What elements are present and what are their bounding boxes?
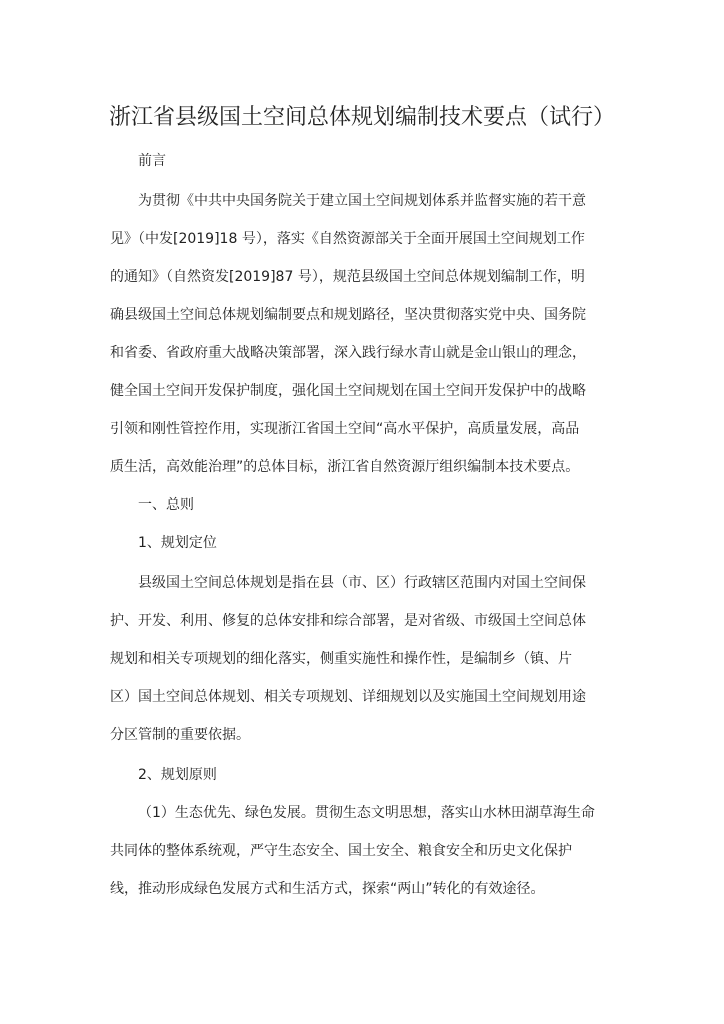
paragraph-line: 确县级国土空间总体规划编制要点和规划路径，坚决贯彻落实党中央、国务院 bbox=[110, 307, 586, 323]
paragraph-line: 引领和刚性管控作用，实现浙江省国土空间“高水平保护，高质量发展，高品 bbox=[110, 421, 580, 437]
paragraph-line: 县级国土空间总体规划是指在县（市、区）行政辖区范围内对国土空间保 bbox=[138, 575, 586, 591]
paragraph-line: 为贯彻《中共中央国务院关于建立国土空间规划体系并监督实施的若干意 bbox=[138, 193, 586, 209]
paragraph-line: 分区管制的重要依据。 bbox=[110, 727, 250, 743]
section-heading: 一、总则 bbox=[138, 497, 194, 513]
paragraph-line: 规划和相关专项规划的细化落实，侧重实施性和操作性，是编制乡（镇、片 bbox=[110, 651, 572, 667]
paragraph-line: 的通知》（自然资发[2019]87 号），规范县级国土空间总体规划编制工作，明 bbox=[110, 269, 585, 285]
document-title: 浙江省县级国土空间总体规划编制技术要点（试行） bbox=[109, 105, 616, 130]
subsection-heading: 2、规划原则 bbox=[138, 767, 217, 783]
paragraph-line: 和省委、省政府重大战略决策部署，深入践行绿水青山就是金山银山的理念， bbox=[110, 345, 586, 361]
paragraph-line: 线，推动形成绿色发展方式和生活方式，探索“两山”转化的有效途径。 bbox=[110, 881, 545, 897]
paragraph-line: （1）生态优先、绿色发展。贯彻生态文明思想，落实山水林田湖草海生命 bbox=[138, 805, 595, 821]
paragraph-line: 护、开发、利用、修复的总体安排和综合部署，是对省级、市级国土空间总体 bbox=[110, 613, 586, 629]
paragraph-line: 共同体的整体系统观，严守生态安全、国土安全、粮食安全和历史文化保护 bbox=[110, 843, 572, 859]
paragraph-line: 健全国土空间开发保护制度，强化国土空间规划在国土空间开发保护中的战略 bbox=[110, 383, 586, 399]
paragraph-line: 见》（中发[2019]18 号），落实《自然资源部关于全面开展国土空间规划工作 bbox=[110, 231, 585, 247]
paragraph-line: 质生活，高效能治理”的总体目标，浙江省自然资源厅组织编制本技术要点。 bbox=[110, 459, 580, 475]
paragraph-line: 区）国土空间总体规划、相关专项规划、详细规划以及实施国土空间规划用途 bbox=[110, 689, 586, 705]
subsection-heading: 1、规划定位 bbox=[138, 535, 217, 551]
preface-heading: 前言 bbox=[138, 153, 166, 169]
